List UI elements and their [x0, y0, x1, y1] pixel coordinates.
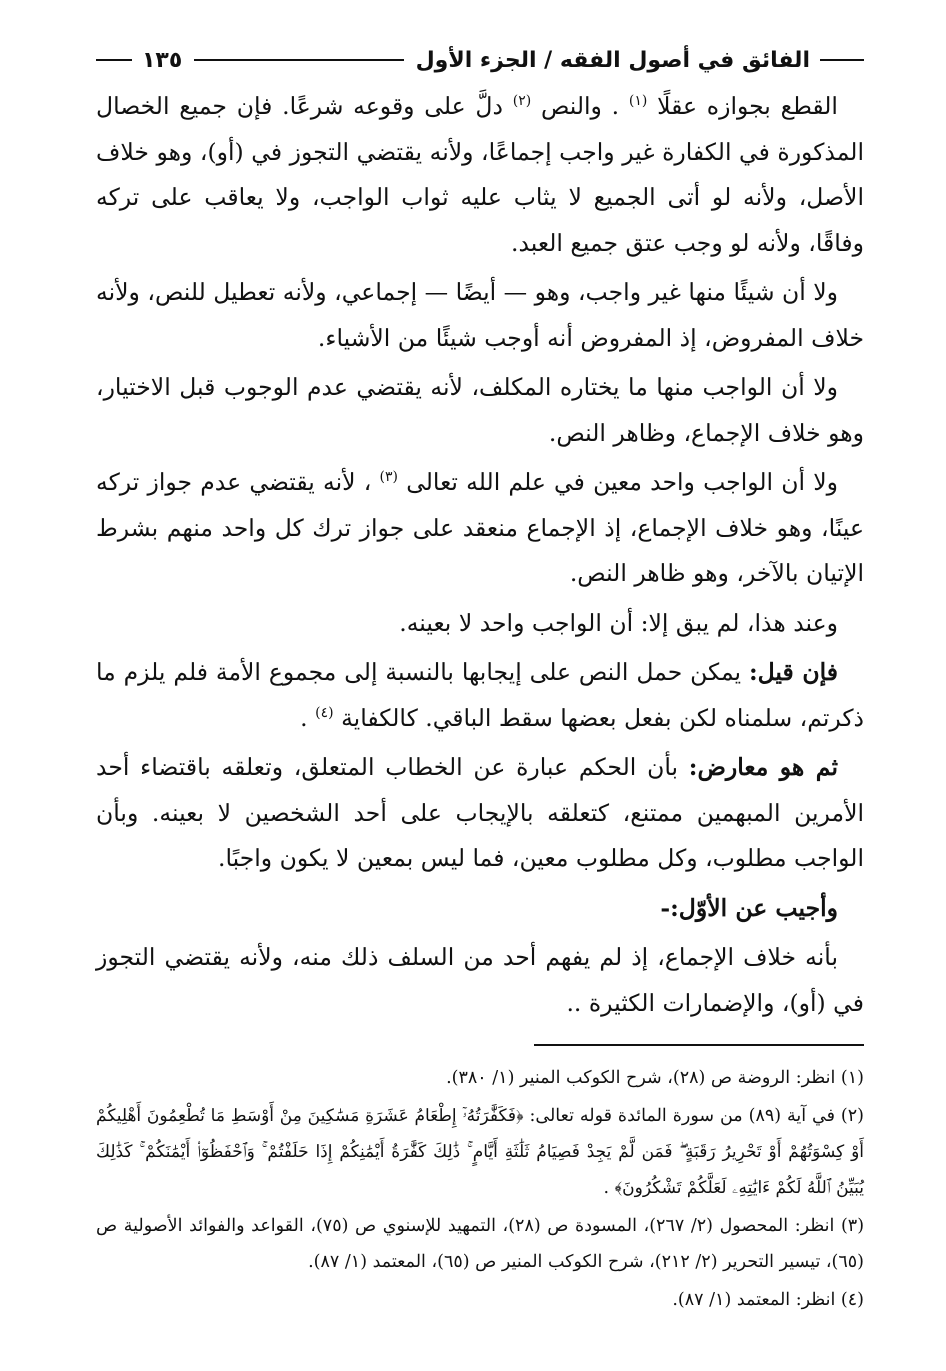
- quran-verse: ﴿فَكَفَّٰرَتُهُۥٓ إِطْعَامُ عَشَرَةِ مَسَٰكِينَ مِنْ أَوْسَطِ مَا تُطْعِمُونَ أَهْلِيكُمْ أَوْ كِسْوَتُهُمْ أَوْ تَحْرِيرُ رَقَبَةٍ ۖ فَمَن لَّمْ يَجِدْ فَصِيَامُ ثَلَٰثَةِ أَيَّامٍ ۚ ذَٰلِكَ كَفَّٰرَةُ أَيْمَٰنِكُمْ إِذَا حَلَفْتُمْ ۚ وَٱحْفَظُوٓا۟ أَيْمَٰنَكُمْ ۚ كَذَٰلِكَ يُبَيِّنُ ٱللَّهُ لَكُمْ ءَايَٰتِهِۦ لَعَلَّكُمْ تَشْكُرُونَ﴾: [96, 1106, 864, 1198]
- text-run: ، لأنه يقتضي عدم جواز تركه عينًا، وهو خلاف الإجماع، إذ الإجماع منعقد على جواز ترك كل واحد منهم بشرط الإتيان بالآخر، وهو ظاهر النص.: [96, 468, 864, 587]
- footnote-1: (١) انظر: الروضة ص (٢٨)، شرح الكوكب المنير (١/ ٣٨٠).: [446, 1068, 864, 1088]
- paragraph-4: [96, 460, 864, 597]
- footnote-4: (٤) انظر: المعتمد (١/ ٨٧).: [672, 1290, 864, 1310]
- text-run: .: [603, 1178, 615, 1198]
- paragraph-2: ولا أن شيئًا منها غير واجب، وهو — أيضًا — إجماعي، ولأنه تعطيل للنص، ولأنه خلاف المفروض، إذ المفروض أنه أوجب شيئًا من الأشياء.: [96, 278, 864, 352]
- text-run: بأن الحكم عبارة عن الخطاب المتعلق، وتعلقه باقتضاء أحد الأمرين المبهمين ممتنع، كتعلقه بالإيجاب على أحد الشخصين لا بعينه. وبأن الواجب مطلوب، وكل مطلوب معين، فما ليس بمعين لا يكون واجبًا.: [96, 753, 864, 872]
- text-run: القطع بجوازه عقلًا: [657, 92, 838, 120]
- text-run: .: [300, 703, 316, 732]
- footnote-separator: [534, 1044, 864, 1046]
- footnote-ref-1: (١): [628, 93, 648, 110]
- footnote-3: (٣) انظر: المحصول (٢/ ٢٦٧)، المسودة ص (٢٨)، التمهيد للإسنوي ص (٧٥)، القواعد والفوائد الأصولية ص (٦٥)، تيسير التحرير (٢/ ٢١٢)، شرح الكوكب المنير ص (٦٥)، المعتمد (١/ ٨٧).: [96, 1216, 865, 1272]
- header-rule-middle: [194, 59, 403, 61]
- footnote-2: [96, 1098, 864, 1206]
- paragraph-9: بأنه خلاف الإجماع، إذ لم يفهم أحد من السلف ذلك منه، ولأنه يقتضي التجوز في (أو)، والإضمارات الكثيرة ..: [96, 943, 864, 1017]
- paragraph-7: [96, 745, 864, 882]
- footnotes: [96, 1060, 864, 1318]
- header-rule-end: [96, 59, 132, 61]
- page-number: ١٣٥: [142, 47, 183, 73]
- footnote-ref-4: (٤): [315, 704, 334, 721]
- paragraph-6: [96, 650, 864, 741]
- answer-heading: وأجيب عن الأوّل:-: [660, 893, 838, 922]
- text-run: دلَّ على وقوعه شرعًا. فإن جميع الخصال المذكورة في الكفارة غير واجب إجماعًا، ولأنه يقتضي التجوز في (أو)، وهو خلاف الأصل، ولأنه لو أتى الجميع لا يثاب عليه ثواب الواجب، ولا يعاقب على تركه وفاقًا، ولأنه لو وجب عتق جميع العبد.: [96, 92, 864, 257]
- header-rule-start: [820, 59, 864, 61]
- footnote-ref-2: (٢): [512, 93, 532, 110]
- paragraph-3: ولا أن الواجب منها ما يختاره المكلف، لأنه يقتضي عدم الوجوب قبل الاختيار، وهو خلاف الإجماع، وظاهر النص.: [96, 373, 864, 447]
- text-run: ولا أن الواجب واحد معين في علم الله تعالى: [406, 468, 838, 496]
- text-run: . والنص: [540, 92, 629, 120]
- running-header: [96, 40, 864, 80]
- counter-label: ثم هو معارض:: [688, 753, 838, 781]
- paragraph-1: [96, 84, 864, 266]
- footnote-ref-3: (٣): [379, 469, 398, 486]
- text-run: (٢) في آية (٨٩) من سورة المائدة قوله تعالى:: [523, 1106, 864, 1126]
- main-text: [96, 84, 864, 1026]
- objection-label: فإن قيل:: [748, 658, 838, 686]
- running-title: الفائق في أصول الفقه / الجزء الأول: [415, 47, 810, 73]
- paragraph-5: وعند هذا، لم يبق إلا: أن الواجب واحد لا بعينه.: [399, 608, 838, 637]
- text-run: يمكن حمل النص على إيجابها بالنسبة إلى مجموع الأمة فلم يلزم ما ذكرتم، سلمناه لكن بفعل بعضها سقط الباقي. كالكفاية: [96, 658, 864, 732]
